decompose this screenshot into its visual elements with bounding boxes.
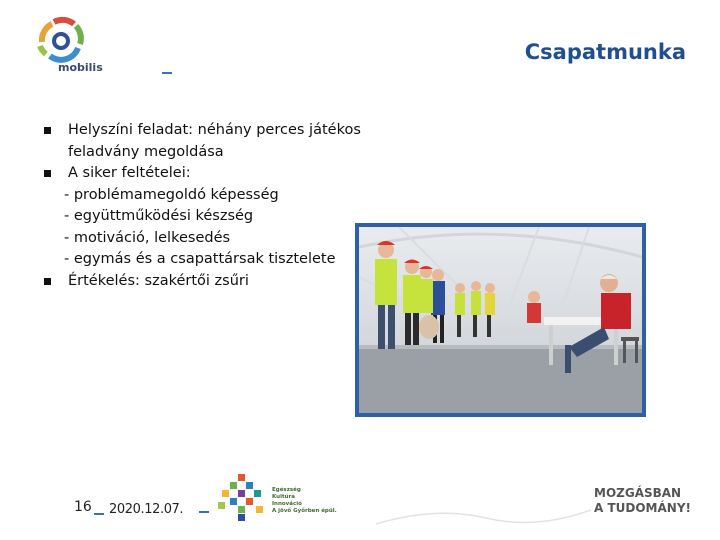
bullet-text: Értékelés: szakértői zsűri	[68, 272, 249, 289]
sub-item: - egymás és a csapattársak tisztelete	[64, 251, 336, 267]
bullet-text: A siker feltételei:	[68, 165, 191, 181]
bullet-item	[44, 163, 374, 185]
bullet-item	[44, 120, 374, 163]
header-divider	[162, 72, 172, 74]
slide-date: 2020.12.07.	[109, 502, 184, 517]
page-number: 16	[74, 499, 92, 515]
bullet-item	[44, 271, 374, 293]
sub-item: - együttműködési készség	[64, 208, 254, 224]
footer-swoosh-icon	[376, 496, 591, 526]
bullet-marker-icon	[44, 278, 51, 285]
mobilis-logo-icon	[28, 14, 108, 64]
footer-divider	[199, 511, 209, 513]
partner-line: Egészség	[272, 487, 301, 493]
bullet-marker-icon	[44, 127, 51, 134]
partner-line: Kultúra	[272, 494, 295, 500]
photo-frame	[355, 223, 646, 417]
slogan	[594, 486, 691, 516]
mobilis-logo	[28, 14, 108, 78]
partner-logo-icon	[216, 472, 268, 524]
partner-logo-text	[272, 487, 337, 515]
footer-divider	[94, 513, 104, 515]
slide-title: Csapatmunka	[524, 40, 686, 64]
slogan-line: A TUDOMÁNY!	[594, 501, 691, 515]
partner-line: A jövő Győrben épül.	[272, 508, 337, 514]
logo-text: mobilis	[58, 61, 103, 74]
bullet-text: Helyszíni feladat: néhány perces játékos feladvány megoldása	[68, 122, 361, 160]
bullet-marker-icon	[44, 170, 51, 177]
sub-item: - motiváció, lelkesedés	[64, 229, 231, 246]
partner-line: Innováció	[272, 501, 302, 507]
sub-item: - problémamegoldó képesség	[64, 186, 279, 203]
slogan-line: MOZGÁSBAN	[594, 486, 682, 500]
bullet-list	[44, 120, 374, 292]
team-photo	[359, 227, 642, 413]
